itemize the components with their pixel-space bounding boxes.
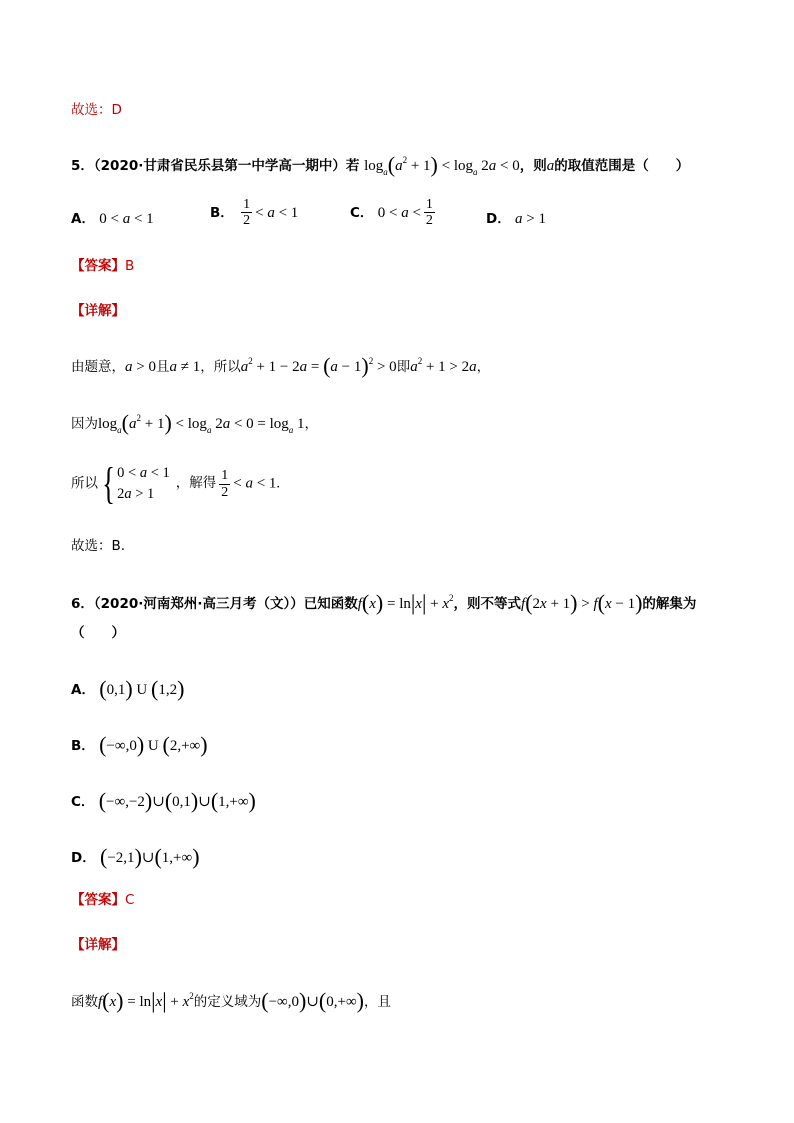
variable-a: a	[546, 158, 555, 174]
detail-label-q6	[71, 939, 125, 953]
math: a ≠ 1	[169, 359, 201, 375]
text: 且	[155, 359, 170, 375]
detail-line-3	[71, 459, 281, 508]
option-b	[210, 197, 298, 229]
math: $f(x) = \ln|x| + x^2$	[98, 988, 194, 1013]
detail-line-2	[71, 410, 319, 435]
detail-label: 【详解】	[71, 937, 125, 953]
option-math: 0 < a <	[377, 204, 421, 221]
select-value: D	[111, 102, 122, 118]
text: 所以	[71, 475, 98, 492]
q6-option-b	[71, 732, 208, 757]
math: $a^2 + 1 - 2a = (a - 1)^2 > 0$	[240, 353, 397, 378]
option-c	[350, 197, 438, 229]
text: ，解得	[175, 475, 217, 492]
text: ，所以	[200, 359, 241, 375]
function-def: $f(x) = \ln|x| + x^2$	[357, 590, 454, 615]
text: 即	[396, 359, 411, 375]
fraction-half: $\frac{1}{2}$	[243, 197, 251, 229]
log-inequality: $\log_a(a^2 + 1) < \log_a 2a < 0$	[364, 152, 520, 177]
math: $a^2 + 1 > 2a$	[410, 356, 477, 375]
intro-select	[71, 104, 122, 118]
option-math: (−∞,0) U (2,+∞)	[99, 732, 208, 757]
select-q5	[71, 540, 125, 554]
answer-q6	[71, 894, 134, 908]
select-value: B.	[111, 538, 126, 554]
text: 函数	[71, 994, 98, 1010]
question-number: 6．	[71, 596, 94, 612]
fraction-half: $\frac{1}{2}$	[425, 197, 433, 229]
text: ，且	[363, 994, 391, 1010]
text: 的定义域为	[193, 994, 262, 1010]
option-a	[71, 207, 154, 228]
question-6-paren	[71, 627, 125, 641]
fraction-half: $\frac{1}{2}$	[221, 468, 229, 500]
equation-system: { 0 < a < 1 2a > 1	[102, 459, 170, 508]
option-letter: B．	[210, 204, 234, 221]
q6-option-a	[71, 676, 185, 701]
answer-value: C	[125, 892, 135, 908]
option-math: (−2,1)∪(1,+∞)	[100, 844, 200, 869]
question-number: 5．	[71, 158, 94, 174]
option-math: (−∞,−2)∪(0,1)∪(1,+∞)	[98, 788, 256, 813]
question-tail: 的取值范围是（ ）	[554, 158, 690, 174]
math: $\log_a(a^2 + 1) < \log_a 2a < 0 = \log_a 1$	[98, 410, 305, 435]
q6-option-c	[71, 788, 256, 813]
question-5	[71, 152, 690, 177]
answer-label: 【答案】	[71, 258, 125, 274]
option-letter: D．	[71, 850, 96, 866]
text: ，	[476, 359, 491, 375]
text: ，	[304, 416, 319, 432]
option-math: 0 < a < 1	[99, 211, 154, 227]
math: (−∞,0)∪(0,+∞)	[261, 988, 364, 1013]
option-letter: D．	[486, 211, 511, 227]
answer-paren: （ ）	[71, 625, 125, 641]
select-label: 故选：	[71, 538, 112, 554]
q6-option-d	[71, 844, 200, 869]
question-source: （2020·甘肃省民乐县第一中学高一期中）若	[93, 158, 360, 174]
math: < a < 1.	[233, 475, 281, 492]
question-source: （2020·河南郑州·高三月考（文））已知函数	[93, 596, 358, 612]
answer-value: B	[125, 258, 135, 274]
select-label: 故选：	[71, 102, 112, 118]
comma-text: ，则	[519, 158, 547, 174]
question-tail: 的解集为	[642, 596, 697, 612]
option-math: a > 1	[515, 211, 546, 227]
answer-label: 【答案】	[71, 892, 125, 908]
answer-q5	[71, 260, 134, 274]
option-math: < a < 1	[255, 204, 299, 221]
text: ，则不等式	[453, 596, 522, 612]
option-letter: A．	[71, 211, 95, 227]
option-letter: A．	[71, 682, 95, 698]
detail-label: 【详解】	[71, 303, 125, 319]
option-math: (0,1) U (1,2)	[99, 676, 185, 701]
question-6	[71, 590, 697, 615]
option-letter: C．	[350, 204, 374, 221]
text: 由题意，	[71, 359, 125, 375]
q6-detail-line-1	[71, 988, 391, 1013]
math: a > 0	[125, 359, 156, 375]
detail-line-1	[71, 353, 491, 378]
option-letter: B．	[71, 738, 95, 754]
inequality: f(2x + 1) > f(x − 1)	[521, 590, 643, 615]
text: 因为	[71, 416, 98, 432]
option-letter: C．	[71, 794, 95, 810]
option-d	[486, 207, 546, 228]
detail-label-q5	[71, 305, 125, 319]
